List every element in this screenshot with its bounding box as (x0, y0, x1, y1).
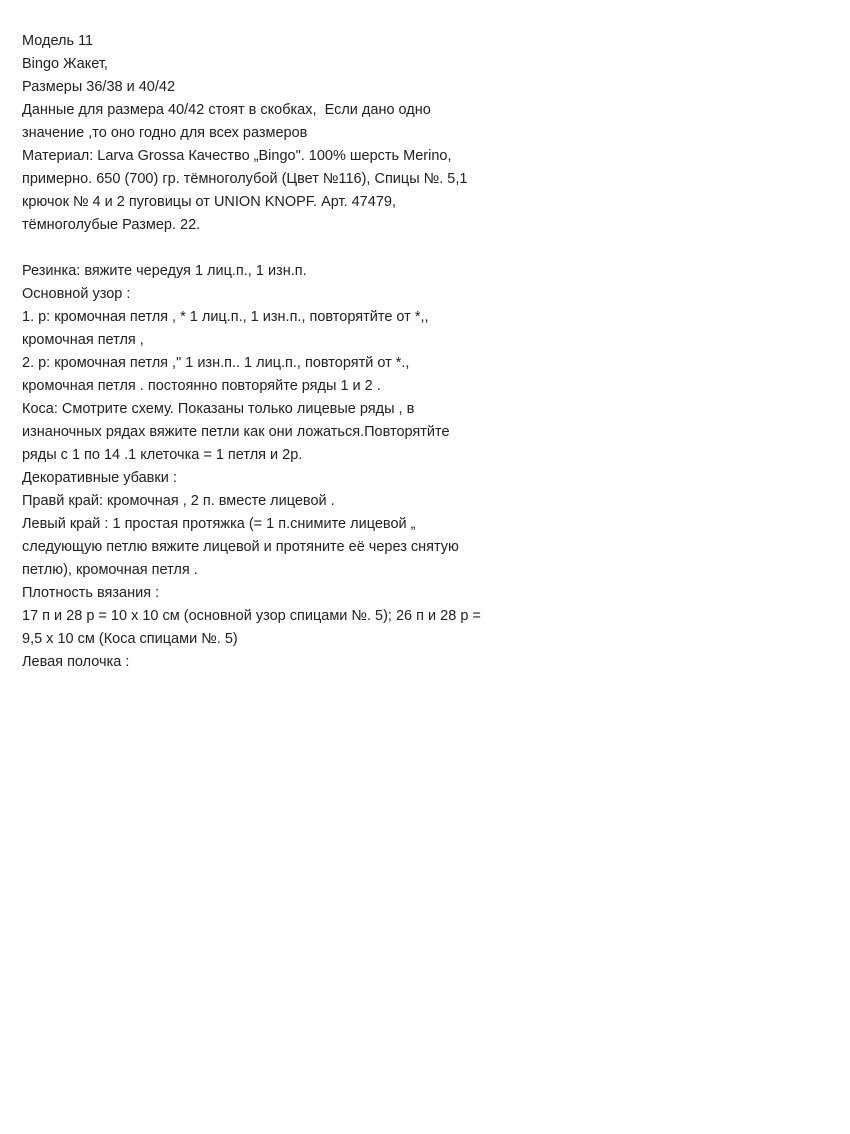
document-text (22, 30, 822, 674)
doc-line: Левый край : 1 простая протяжка (= 1 п.снимите лицевой „ (22, 516, 416, 532)
doc-line: 17 п и 28 р = 10 х 10 см (основной узор спицами №. 5); 26 п и 28 р = (22, 608, 481, 624)
doc-line: 9,5 х 10 см (Коса спицами №. 5) (22, 631, 238, 647)
doc-line: Декоративные убавки : (22, 470, 177, 486)
doc-line: ряды с 1 по 14 .1 клеточка = 1 петля и 2р. (22, 447, 303, 463)
doc-line: Левая полочка : (22, 654, 130, 670)
doc-line: 1. р: кромочная петля , * 1 лиц.п., 1 изн.п., повторятйте от *,, (22, 309, 429, 325)
doc-line: Материал: Larva Grossa Качество „Bingo". 100% шерсть Merino, (22, 148, 452, 164)
doc-line: примерно. 650 (700) гр. тёмноголубой (Цвет №116), Спицы №. 5,1 (22, 171, 468, 187)
doc-title: Модель 11 (22, 33, 94, 49)
doc-subtitle: Bingo Жакет, (22, 56, 108, 72)
doc-line: изнаночных рядах вяжите петли как они ложаться.Повторятйте (22, 424, 450, 440)
doc-line: петлю), кромочная петля . (22, 562, 198, 578)
doc-line: следующую петлю вяжите лицевой и протяните её через снятую (22, 539, 459, 555)
doc-line: крючок № 4 и 2 пуговицы от UNION KNOPF. Арт. 47479, (22, 194, 396, 210)
doc-blank-line (22, 237, 822, 260)
doc-line: кромочная петля , (22, 332, 144, 348)
doc-line: Коса: Смотрите схему. Показаны только лицевые ряды , в (22, 401, 415, 417)
doc-line: Данные для размера 40/42 стоят в скобках, Если дано одно (22, 102, 431, 118)
doc-line: Плотность вязания : (22, 585, 160, 601)
doc-line: Правй край: кромочная , 2 п. вместе лицевой . (22, 493, 335, 509)
doc-line: Основной узор : (22, 286, 131, 302)
doc-sizes: Размеры 36/38 и 40/42 (22, 79, 176, 95)
doc-line: 2. р: кромочная петля ," 1 изн.п.. 1 лиц.п., повторятй от *., (22, 355, 410, 371)
doc-line: тёмноголубые Размер. 22. (22, 217, 201, 233)
doc-line: кромочная петля . постоянно повторяйте ряды 1 и 2 . (22, 378, 381, 394)
doc-line: Резинка: вяжите чередуя 1 лиц.п., 1 изн.п. (22, 263, 307, 279)
doc-line: значение ,то оно годно для всех размеров (22, 125, 308, 141)
